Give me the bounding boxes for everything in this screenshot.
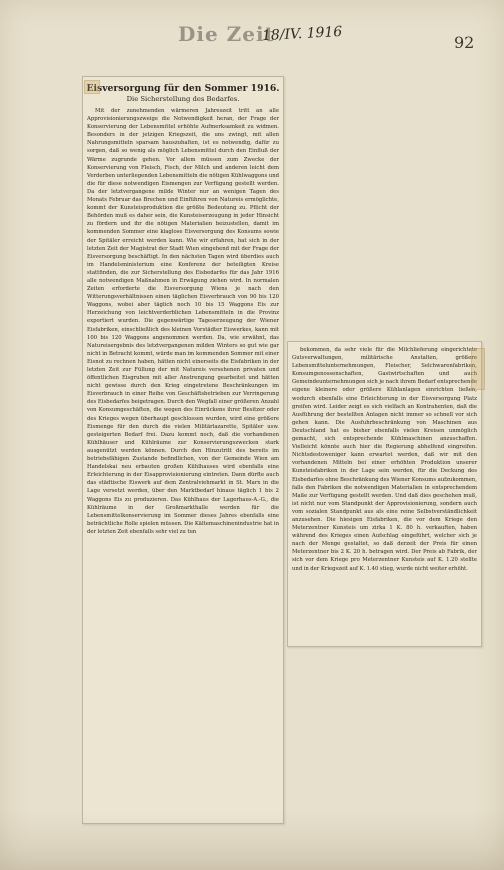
clipping-column-right	[287, 341, 482, 647]
article-subheadline: Die Sicherstellung des Bedarfes.	[126, 95, 240, 103]
tape-mark	[84, 80, 100, 94]
handwritten-date: 18/IV. 1916	[261, 23, 343, 45]
article-headline: Eisversorgung für den Sommer 1916.	[86, 83, 280, 94]
page-number: 92	[454, 33, 475, 52]
tape-mark	[471, 348, 485, 390]
article-body-right: bekommen, da sehr viele für die Milchlieferung eingerichtete Gutsverwaltungen, militärische Anstalten, größere Lebensmittelunternehmungen, Fleischer, Selchwarenfabriken, Konsumgenossenschaften, Gastwirtschaften und auch Gemeindeunternehmungen sich je nach ihrem Bedarf entsprechende eigene kleinere oder größere Kühlanlagen einrichten ließen, wodurch ebenfalls eine Erleichterung in der Eisversorgung Platz greifen wird. Leider zeigt es sich vielfach an Kontrahenten, daß die Ausführung der bestellten Anlagen nicht immer so schnell vor sich gehen kann. Die Ausfuhrbeschränkung von Maschinen aus Deutschland hat es bisher ebenfalls vielen Kreisen unmöglich gemacht, sich entsprechende Kühlmaschinen anzuschaffen. Vielleicht könnte auch hier die Regierung abhelfend eingreifen. Nichtsdestoweniger kann erwartet werden, daß wir mit den vorhandenen Mitteln bei einer erhöhten Produktion unserer Kunsteisfabriken in der Lage sein werden, für die Deckung des Eisbedarfes ohne Beschränkung des Wiener Konsums aufzukommen, falls den Fabriken die notwendigen Materialien in entsprechendem Maße zur Verfügung gestellt werden. Und daß dies geschehen muß, ist nicht nur vom Standpunkt der Approvisionierung, sondern auch vom sozialen Standpunkt aus als eine reine Selbstverständlichkeit anzusehen. Die hiesigen Eisfabriken, die vor dem Kriege den Meterzentner Kunsteis um zirka 1 K. 80 h. verkauften, haben während des Krieges einen Aufschlag eingeführt, welcher sich je nach der Menge gestaltet, so daß derzeit der Preis für einen Meterzentner bis 2 K. 20 h. betragen wird. Der Preis ab Fabrik, der sich vor dem Kriege pro Meterzentner Kunsteis auf K. 1.20 stellte und in der Kriegszeit auf K. 1.40 stieg, wurde nicht weiter erhöht.	[292, 347, 477, 572]
newspaper-stamp: Die Zeit	[178, 22, 275, 46]
clipping-column-left	[82, 76, 284, 824]
article-body-left: Mit der zunehmenden wärmeren Jahreszeit tritt an alle Approvisionierungszweige die Notwendigkeit heran, der Frage der Konservierung der Lebensmittel erhöhte Aufmerksamkeit zu widmen. Besonders in der jetzigen Kriegszeit, die uns zwingt, mit allen Nahrungsmitteln sparsam hauszuhalten, ist es notwendig, dafür zu sorgen, daß so wenig als möglich Lebensmittel durch den Einfluß der Wärme zugrunde gehen. Vor allem müssen zum Zwecke der Konservierung von Fleisch, Fisch, der Milch und anderen leicht dem Verderben unterliegenden Lebensmitteln die nötigen Kühlwaggons und die für diese notwendigen Eismengen zur Verfügung gestellt werden. Da der letztvergangene milde Winter nur an wenigen Tagen des Monats Februar das Brechen und Einführen von Natureis ermöglichte, kommt der Kunsteisproduktion die größte Bedeutung zu. Pflicht der Behörden muß es daher sein, die Kunsteiserzeugung in jeder Hinsicht zu fördern und ihr die nötigen Materialien beizustellen, damit im kommenden Sommer eine klaglose Eisversorgung des Konsums sowie der Spitäler erreicht werden kann. Wie wir erfahren, hat sich in der letzten Zeit der Magistrat der Stadt Wien eingehend mit der Frage der Eisversorgung beschäftigt. In den nächsten Tagen wird überdies auch im Handelsministerium eine Konferenz der beteiligten Kreise stattfinden, die zur Sicherstellung des Eisbedarfes für das Jahr 1916 alle notwendigen Maßnahmen in Erwägung ziehen wird. In normalen Zeiten erforderte die Eisversorgung Wiens je nach den Witterungsverhältnissen einen täglichen Eisverbrauch von 90 bis 120 Waggons, wobei aber täglich noch 10 bis 15 Waggons Eis zur Herzeichung von leichtverderblichen Lebensmitteln in die Provinz exportiert wurden. Die gegenwärtige Tageserzeugung der Wiener Eisfabriken, einschließlich des kleinen Vorstädter Eiswerkes, kann mit 100 bis 120 Waggons angenommen werden. Da, wie erwähnt, das Natureisergebnis des letztvergangenen milden Winters so gut wie gar nicht in Betracht kommt, würde man im kommenden Sommer mit einer Eisnot zu rechnen haben, hätten nicht einerseits die Eisfabriken in der letzten Zeit zur Füllung der mit Natureis versehenen privaten und öffentlichen Eisgruben mit aller Anstrengung gearbeitet und hätten nicht gewisse durch den Krieg eingetretene Beschränkungen im Eisverbrauch in einer Reihe von Geschäftsbetrieben zur Verringerung des Eisbedarfes beigetragen. Durch den Wegfall einer größeren Anzahl von Konsumgeschäften, die wegen des Einrückens ihrer Besitzer oder des Krieges wegen überhaupt geschlossen wurden, wird eine größere Eismenge für den durch die vielen Militärlazarette, Spitäler usw. gesteigerten Bedarf frei. Dazu kommt noch, daß die vorhandenen Kühlhäuser und Kühlräume zur Konservierungszwecken stark ausgenützt werden können. Durch den Hinzutritt des bereits im betriebsfähigen Zustande befindlichen, von der Gemeinde Wien am Handelskai neu erbauten großen Kühlhauses wird ebenfalls eine Erleichterung in der Eisapprovisionierung eintreten. Dann dürfte auch das städtische Eiswerk auf dem Zentralviehmarkt in St. Marx in die Lage versetzt werden, über den Marktbedarf hinaus täglich 1 bis 2 Waggons Eis zu produzieren. Das Kühlhaus der Lagerhaus-A.-G., die Kühlräume in der Großmarkthalle werden für die Lebensmittelkonservierung im Sommer dieses Jahres ebenfalls eine beträchtliche Rolle spielen müssen. Die Kältemaschinenindustrie hat in der letzten Zeit ebenfalls sehr viel zu tun	[87, 108, 279, 535]
